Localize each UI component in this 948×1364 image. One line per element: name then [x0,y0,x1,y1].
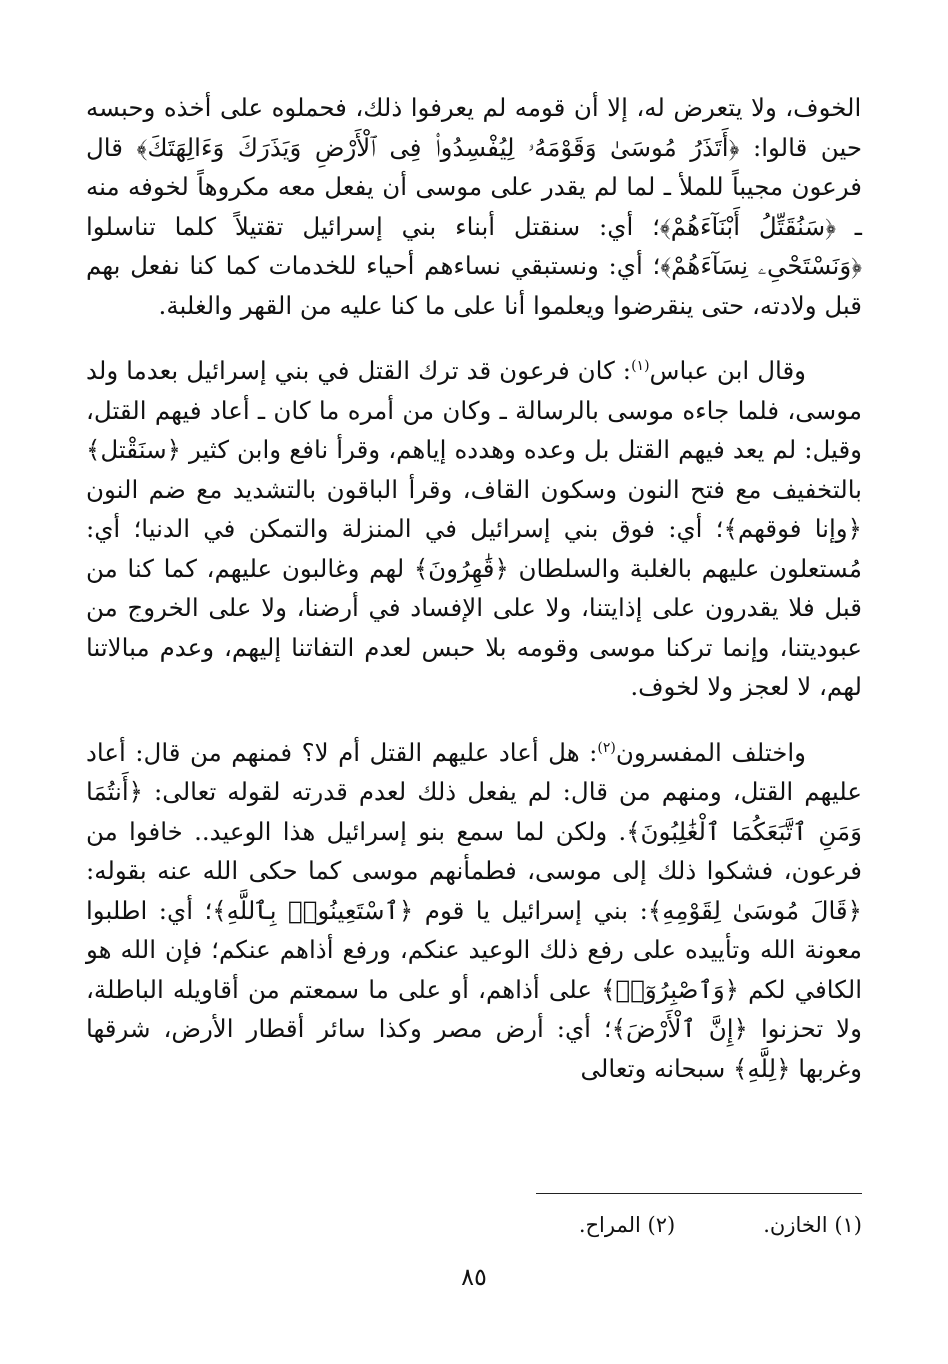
footnote-ref-2: (٢) [597,739,616,756]
footnote-divider [536,1193,862,1194]
paragraph-2 [86,351,862,707]
paragraph-3 [86,733,862,1089]
paragraph-3-text: : هل أعاد عليهم القتل أم لا؟ فمنهم من قال: أعاد عليهم القتل، ومنهم من قال: لم يفعل ذلك لعدم قدرته لقوله تعالى: ﴿أَنتُمَا وَمَنِ ٱتَّبَعَكُمَا ٱلْغَٰلِبُونَ﴾. ولكن لما سمع بنو إسرائيل هذا الوعيد.. خافوا من فرعون، فشكوا ذلك إلى موسى، فطمأنهم موسى كما حكى الله عنه بقوله: ﴿قَالَ مُوسَىٰ لِقَوْمِهِ﴾: بني إسرائيل يا قوم ﴿ٱسْتَعِينُوا۟ بِٱللَّهِ﴾؛ أي: اطلبوا معونة الله وتأييده على رفع ذلك الوعيد عنكم، ورفع أذاهم عنكم؛ فإن الله هو الكافي لكم ﴿وَٱصْبِرُوٓا۟﴾ على أذاهم، أو على ما سمعتم من أقاويله الباطلة، ولا تحزنوا ﴿إِنَّ ٱلْأَرْضَ﴾؛ أي: أرض مصر وكذا سائر أقطار الأرض، شرقها وغربها ﴿لِلَّهِ﴾ سبحانه وتعالى [86,737,862,1083]
footnote-2: (٢) المراح. [578,1213,676,1237]
paragraph-1-line-2: حين قالوا: ﴿أَتَذَرُ مُوسَىٰ وَقَوْمَهُۥ لِيُفْسِدُوا۟ فِى ٱلْأَرْضِ وَيَذَرَكَ وَءَالِهَتَكَ﴾ قال فرعون [86,132,862,201]
paragraph-1 [86,88,862,325]
page-body [86,88,862,1088]
paragraph-2-text: : كان فرعون قد ترك القتل في بني إسرائيل بعدما ولد موسى، فلما جاءه موسى بالرسالة ـ وكان من أمره ما كان ـ أعاد فيهم القتل، وقيل: لم يعد فيهم القتل بل وعده وهدده إياهم، وقرأ نافع وابن كثير ﴿سنَقْتل﴾ بالتخفيف مع فتح النون وسكون القاف، وقرأ الباقون بالتشديد مع ضم النون ﴿وإنا فوقهم﴾؛ أي: فوق بني إسرائيل في المنزلة والتمكن في الدنيا؛ أي: مُستعلون عليهم بالغلبة والسلطان ﴿قَٰهِرُونَ﴾ لهم وغالبون عليهم، كما كنا من قبل فلا يقدرون على إذايتنا، ولا على الإفساد في أرضنا، ولا على الخروج من عبوديتنا، وإنما تركنا موسى وقومه بلا حبس لعدم التفاتنا إليهم، وعدم مبالاتنا لهم، لا لعجز ولا لخوف. [86,356,862,701]
paragraph-1-line-1: الخوف، ولا يتعرض له، إلا أن قومه لم يعرفوا ذلك، فحملوه على أخذه وحبسه [86,93,862,122]
paragraph-2-lead: وقال ابن عباس [649,356,807,385]
footnote-1: (١) الخازن. [763,1213,862,1237]
page-number: ٨٥ [461,1263,487,1291]
paragraph-1-line-5: أي: ونستبقي نساءهم أحياء للخدمات كما كنا نفعل بهم قبل ولادته، حتى [86,251,862,320]
paragraph-3-lead: واختلف المفسرون [615,737,806,767]
paragraph-1-line-3: مجيباً للملأ ـ لما لم يقدر على موسى أن يفعل معه مكروهاً لخوفه منه ـ ﴿سَنُقَتِّلُ [86,172,862,241]
paragraph-1-line-6: ينقرضوا ويعلموا أنا على ما كنا عليه من القهر والغلبة. [158,290,694,320]
paragraph-1-line-4: أَبْنَآءَهُمْ﴾؛ أي: سنقتل أبناء بني إسرائيل تقتيلاً كلما تناسلوا ﴿وَنَسْتَحْىِۦ نِسَآءَهُمْ﴾؛ [86,211,862,280]
footnote-ref-1: (١) [631,357,650,374]
footnotes [342,1210,862,1240]
